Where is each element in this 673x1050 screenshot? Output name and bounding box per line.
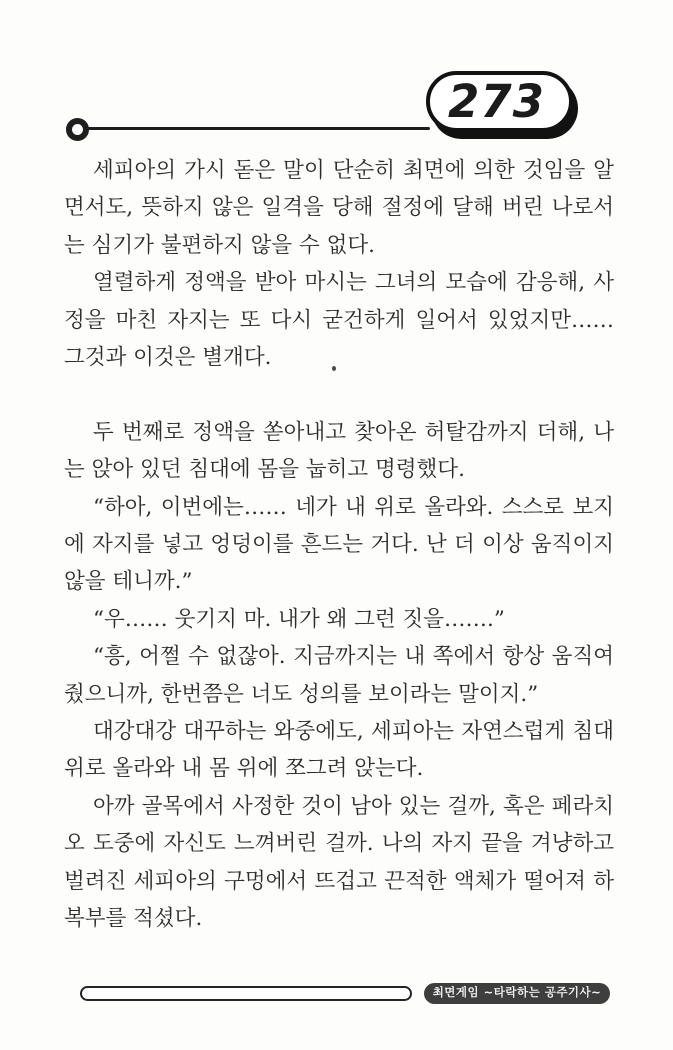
paragraph: 아까 골목에서 사정한 것이 남아 있는 걸까, 혹은 페라치오 도중에 자신도 느껴버린 걸까. 나의 자지 끝을 겨냥하고 벌려진 세피아의 구멍에서 뜨겁고 끈적한 액체가 떨어져 하복부를 적셨다. <box>64 793 614 932</box>
scan-artifact-dot <box>332 366 336 371</box>
page-text <box>64 152 614 938</box>
footer-series-badge <box>424 983 610 1004</box>
paragraph: 열렬하게 정액을 받아 마시는 그녀의 모습에 감응해, 사정을 마친 자지는 또 다시 굳건하게 일어서 있었지만…… 그것과 이것은 별개다. <box>64 270 614 371</box>
header-rule-line <box>86 127 430 130</box>
paragraph: “하아, 이번에는…… 네가 내 위로 올라와. 스스로 보지에 자지를 넣고 엉덩이를 흔드는 거다. 난 더 이상 움직이지 않을 테니까.” <box>64 494 614 595</box>
paragraph: 세피아의 가시 돋은 말이 단순히 최면에 의한 것임을 알면서도, 뜻하지 않은 일격을 당해 절정에 달해 버린 나로서는 심기가 불편하지 않을 수 없다. <box>64 158 614 258</box>
paragraph: “우…… 웃기지 마. 내가 왜 그런 짓을…….” <box>93 606 505 632</box>
page-number: 273 <box>448 75 545 128</box>
paragraph: 두 번째로 정액을 쏟아내고 찾아온 허탈감까지 더해, 나는 앉아 있던 침대에 몸을 눕히고 명령했다. <box>64 419 614 483</box>
series-title: 최면게임 ~타락하는 공주기사~ <box>432 985 602 1000</box>
paragraph: 대강대강 대꾸하는 와중에도, 세피아는 자연스럽게 침대 위로 올라와 내 몸 위에 쪼그려 앉는다. <box>64 719 614 782</box>
paragraph: “흥, 어쩔 수 없잖아. 지금까지는 내 쪽에서 항상 움직여 줬으니까, 한번쯤은 너도 성의를 보이라는 말이지.” <box>64 644 614 707</box>
footer-blank-pill <box>80 986 412 1001</box>
page-number-badge <box>426 71 573 132</box>
paragraph-break <box>64 376 614 413</box>
